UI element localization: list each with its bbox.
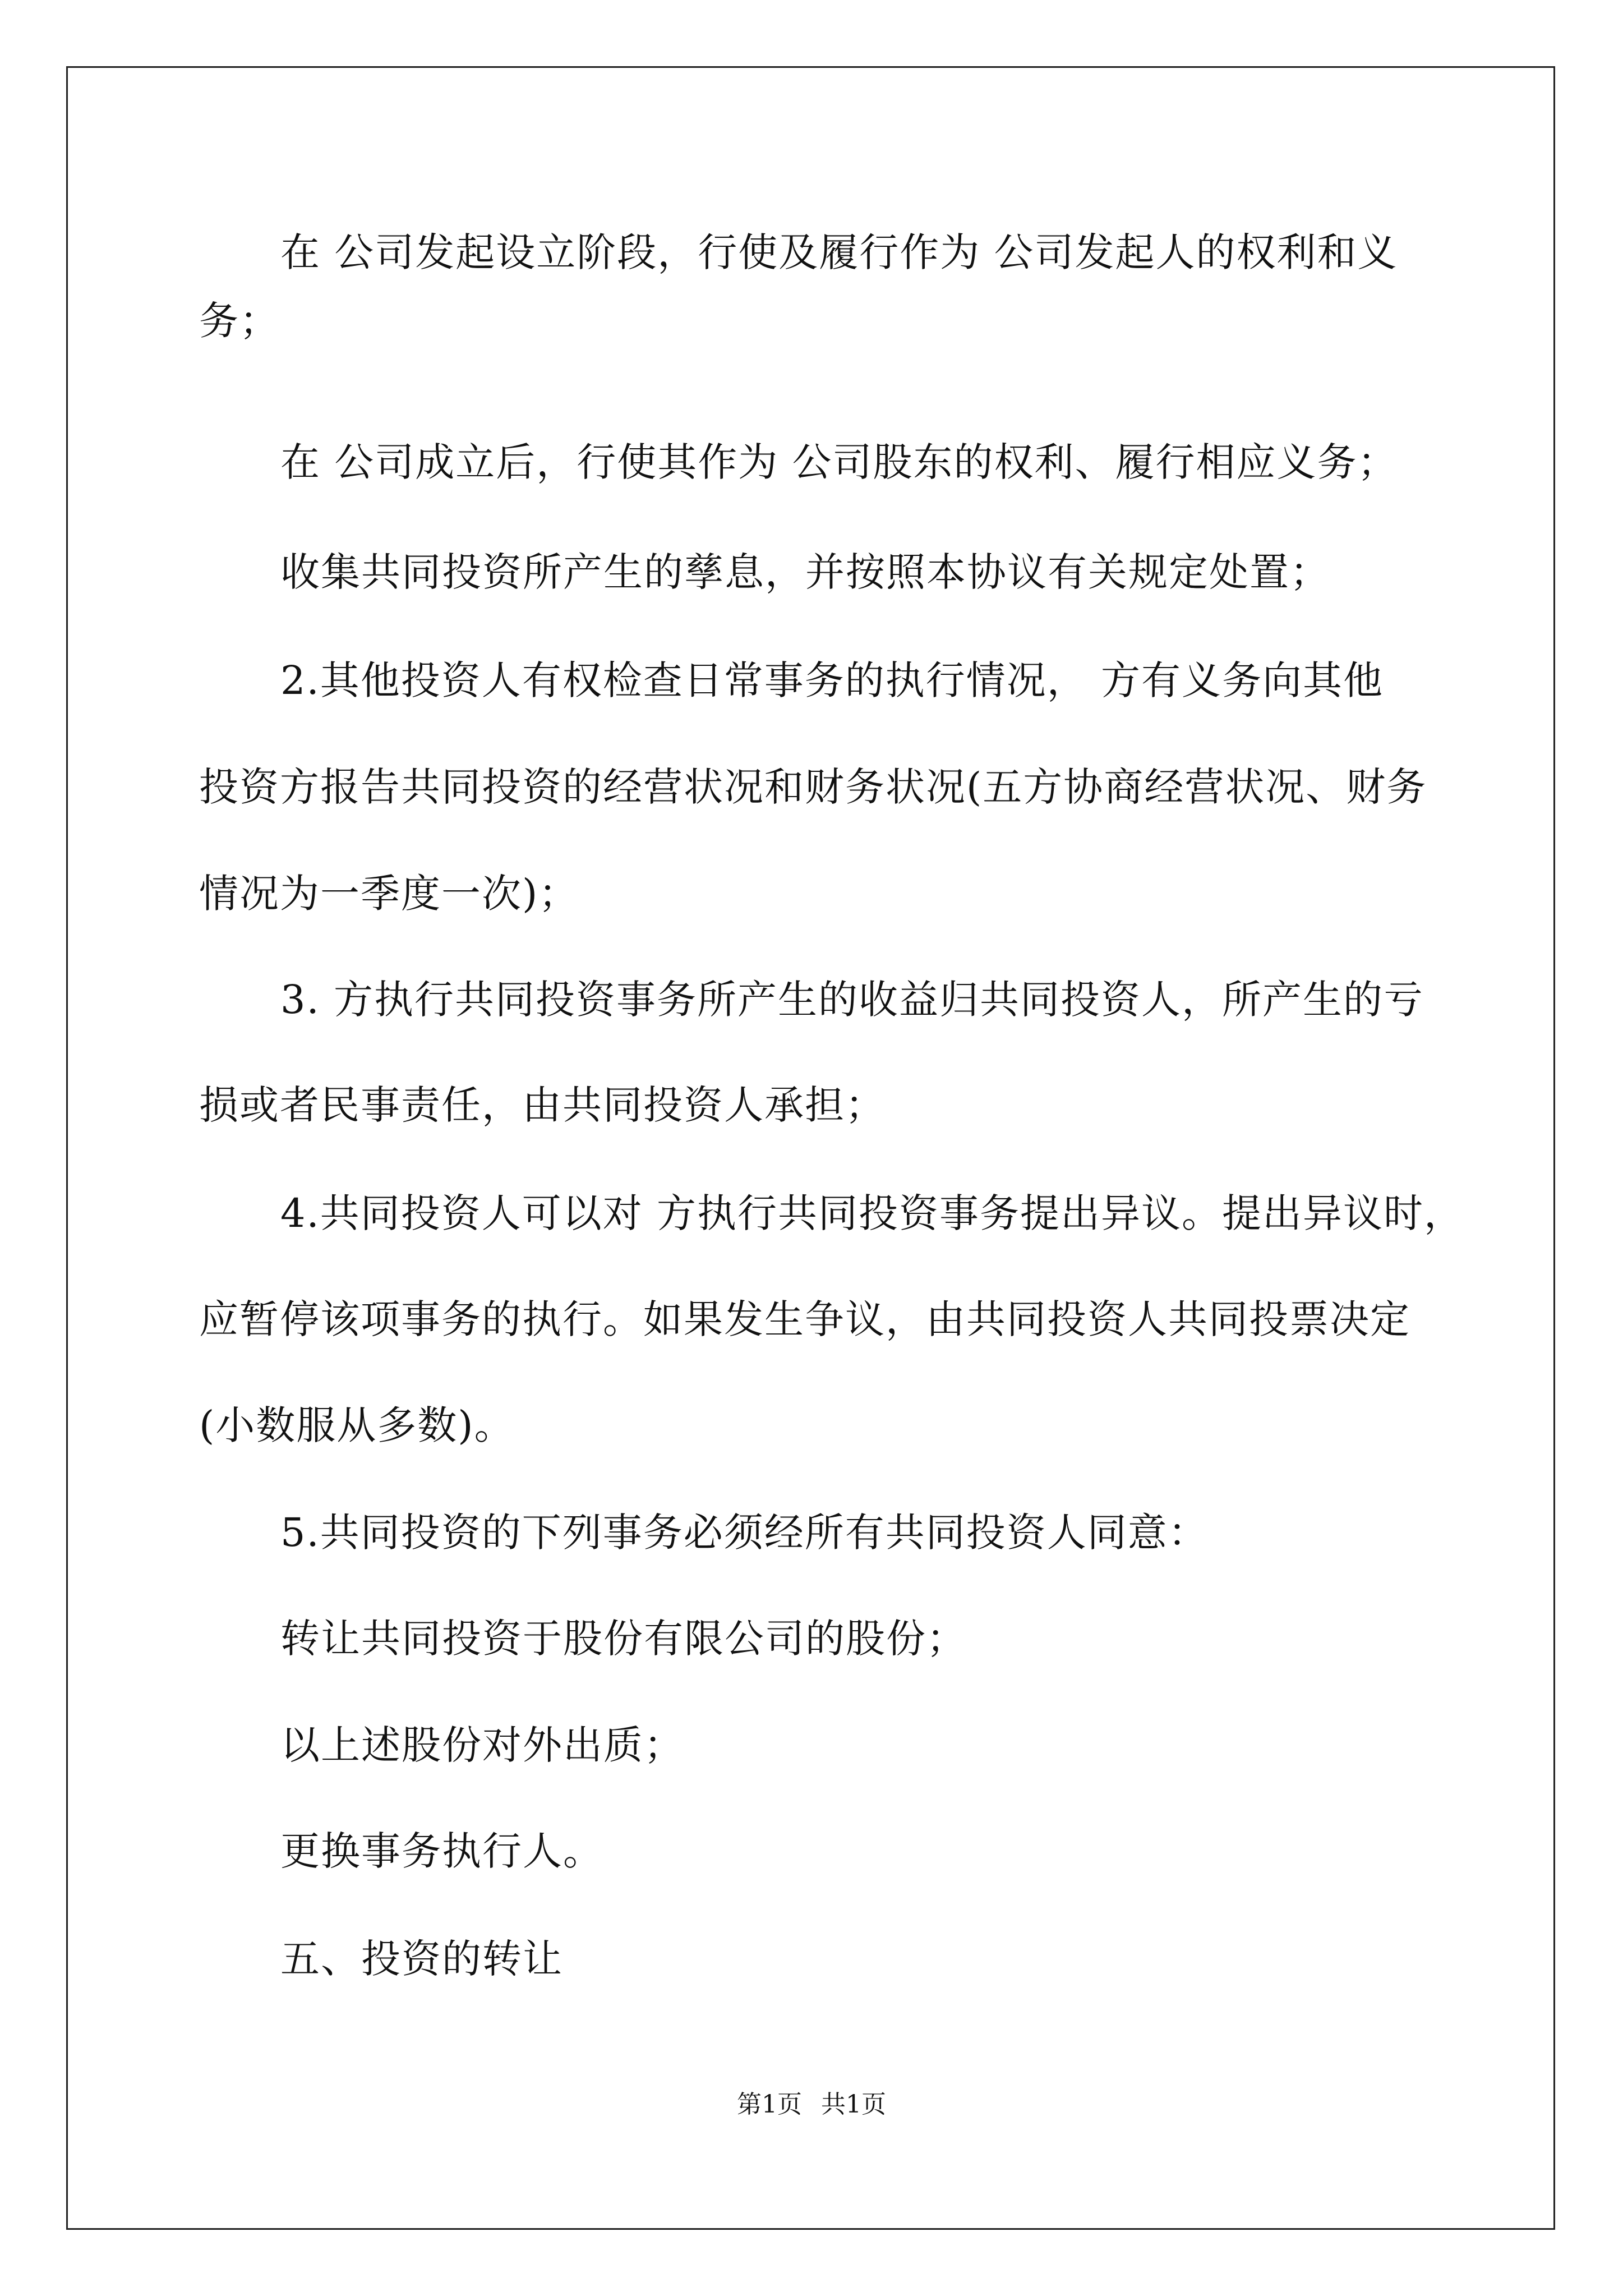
page-border bbox=[66, 66, 1555, 2230]
paragraph-line: 以上述股份对外出质； bbox=[280, 1722, 684, 1768]
paragraph-line: 在 公司成立后，行使其作为 公司股东的权利、履行相应义务； bbox=[280, 439, 1398, 485]
paragraph-line: 收集共同投资所产生的孳息，并按照本协议有关规定处置； bbox=[280, 549, 1330, 595]
paragraph-line: 5.共同投资的下列事务必须经所有共同投资人同意： bbox=[280, 1510, 1209, 1556]
page-number-current: 第1页 bbox=[737, 2090, 802, 2119]
page-number-total: 共1页 bbox=[821, 2090, 886, 2119]
paragraph-line: 损或者民事责任，由共同投资人承担； bbox=[199, 1082, 886, 1128]
paragraph-line: 更换事务执行人。 bbox=[280, 1828, 603, 1874]
paragraph-line: 务； bbox=[199, 298, 280, 344]
paragraph-line: 3. 方执行共同投资事务所产生的收益归共同投资人，所产生的亏 bbox=[280, 977, 1424, 1023]
paragraph-line: 2.其他投资人有权检查日常事务的执行情况， 方有义务向其他 bbox=[280, 657, 1384, 703]
paragraph-line: 应暂停该项事务的执行。如果发生争议，由共同投资人共同投票决定 bbox=[199, 1296, 1410, 1342]
paragraph-line: 4.共同投资人可以对 方执行共同投资事务提出异议。提出异议时， bbox=[280, 1190, 1465, 1236]
paragraph-line: 情况为一季度一次)； bbox=[199, 871, 579, 917]
paragraph-line: 在 公司发起设立阶段，行使及履行作为 公司发起人的权利和义 bbox=[280, 229, 1398, 275]
section-heading: 五、投资的转让 bbox=[280, 1936, 563, 1982]
paragraph-line: 投资方报告共同投资的经营状况和财务状况(五方协商经营状况、财务 bbox=[199, 764, 1427, 810]
paragraph-line: (小数服从多数)。 bbox=[199, 1402, 515, 1448]
paragraph-line: 转让共同投资于股份有限公司的股份； bbox=[280, 1616, 967, 1662]
page-footer bbox=[0, 2088, 1623, 2122]
